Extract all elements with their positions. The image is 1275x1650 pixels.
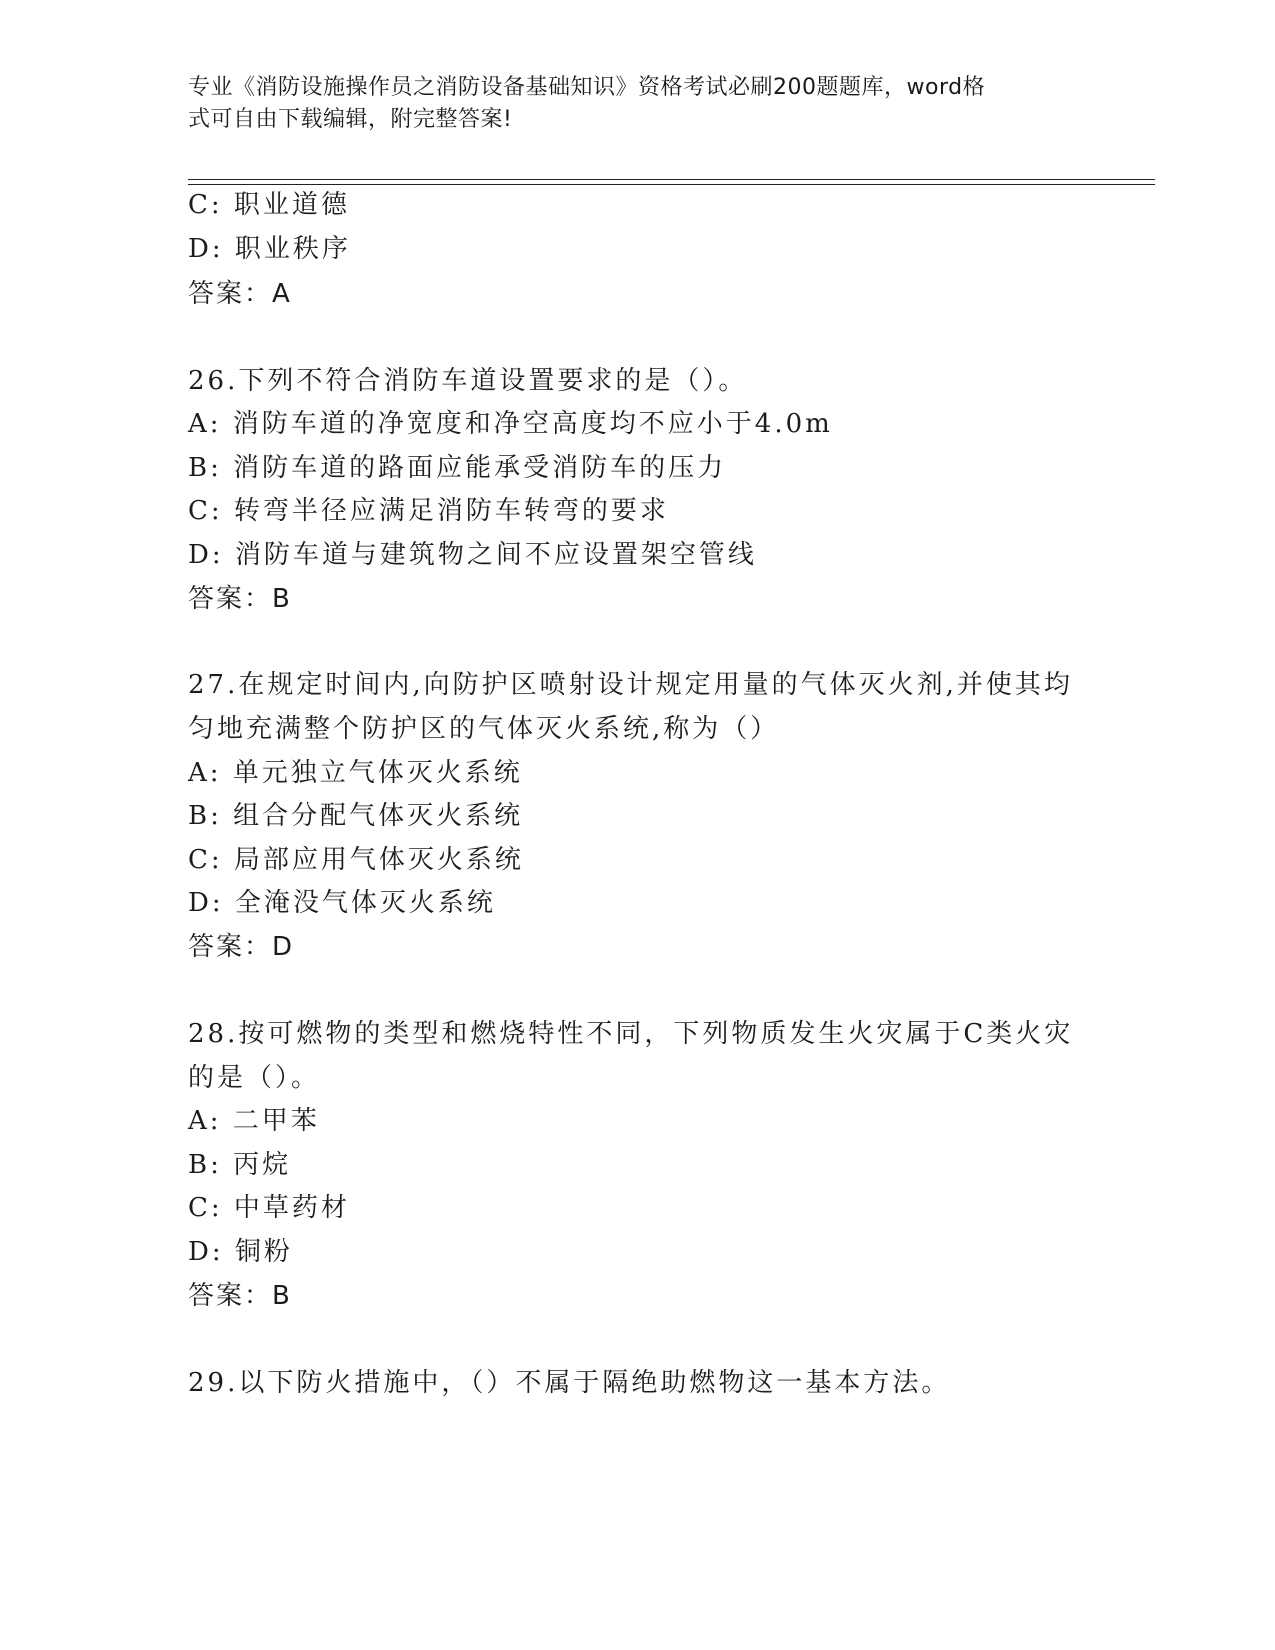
question-stem: 27.在规定时间内,向防护区喷射设计规定用量的气体灭火剂,并使其均 [188,670,1073,700]
question-stem: 的是（）。 [188,1063,321,1093]
option-line: D: 铜粉 [188,1237,293,1267]
option-line: A: 消防车道的净宽度和净空高度均不应小于4.0m [188,409,833,439]
option-line: C: 局部应用气体灭火系统 [188,845,524,875]
question-stem: 29.以下防火措施中，（）不属于隔绝助燃物这一基本方法。 [188,1368,951,1398]
header-divider-top [188,179,1155,180]
answer-line: 答案：B [188,584,292,614]
answer-line: 答案：B [188,1281,292,1311]
header-divider-bottom [188,184,1155,185]
option-line: C: 职业道德 [188,190,350,220]
option-line: B: 消防车道的路面应能承受消防车的压力 [188,453,727,483]
option-line: D: 全淹没气体灭火系统 [188,888,496,918]
option-line: B: 丙烷 [188,1150,292,1180]
option-line: A: 二甲苯 [188,1106,320,1136]
answer-line: 答案：A [188,279,292,309]
question-stem: 26.下列不符合消防车道设置要求的是（）。 [188,366,748,396]
question-stem: 匀地充满整个防护区的气体灭火系统,称为（） [188,714,780,744]
option-line: C: 转弯半径应满足消防车转弯的要求 [188,496,669,526]
answer-line: 答案：D [188,932,295,962]
header-line-2: 式可自由下载编辑，附完整答案! [188,107,513,132]
question-stem: 28.按可燃物的类型和燃烧特性不同，下列物质发生火灾属于C类火灾 [188,1019,1074,1049]
option-line: B: 组合分配气体灭火系统 [188,801,524,831]
option-line: D: 职业秩序 [188,234,351,264]
header-line-1: 专业《消防设施操作员之消防设备基础知识》资格考试必刷200题题库，word格 [188,75,986,100]
option-line: D: 消防车道与建筑物之间不应设置架空管线 [188,540,757,570]
option-line: A: 单元独立气体灭火系统 [188,758,523,788]
document-header [188,72,1068,136]
option-line: C: 中草药材 [188,1193,350,1223]
